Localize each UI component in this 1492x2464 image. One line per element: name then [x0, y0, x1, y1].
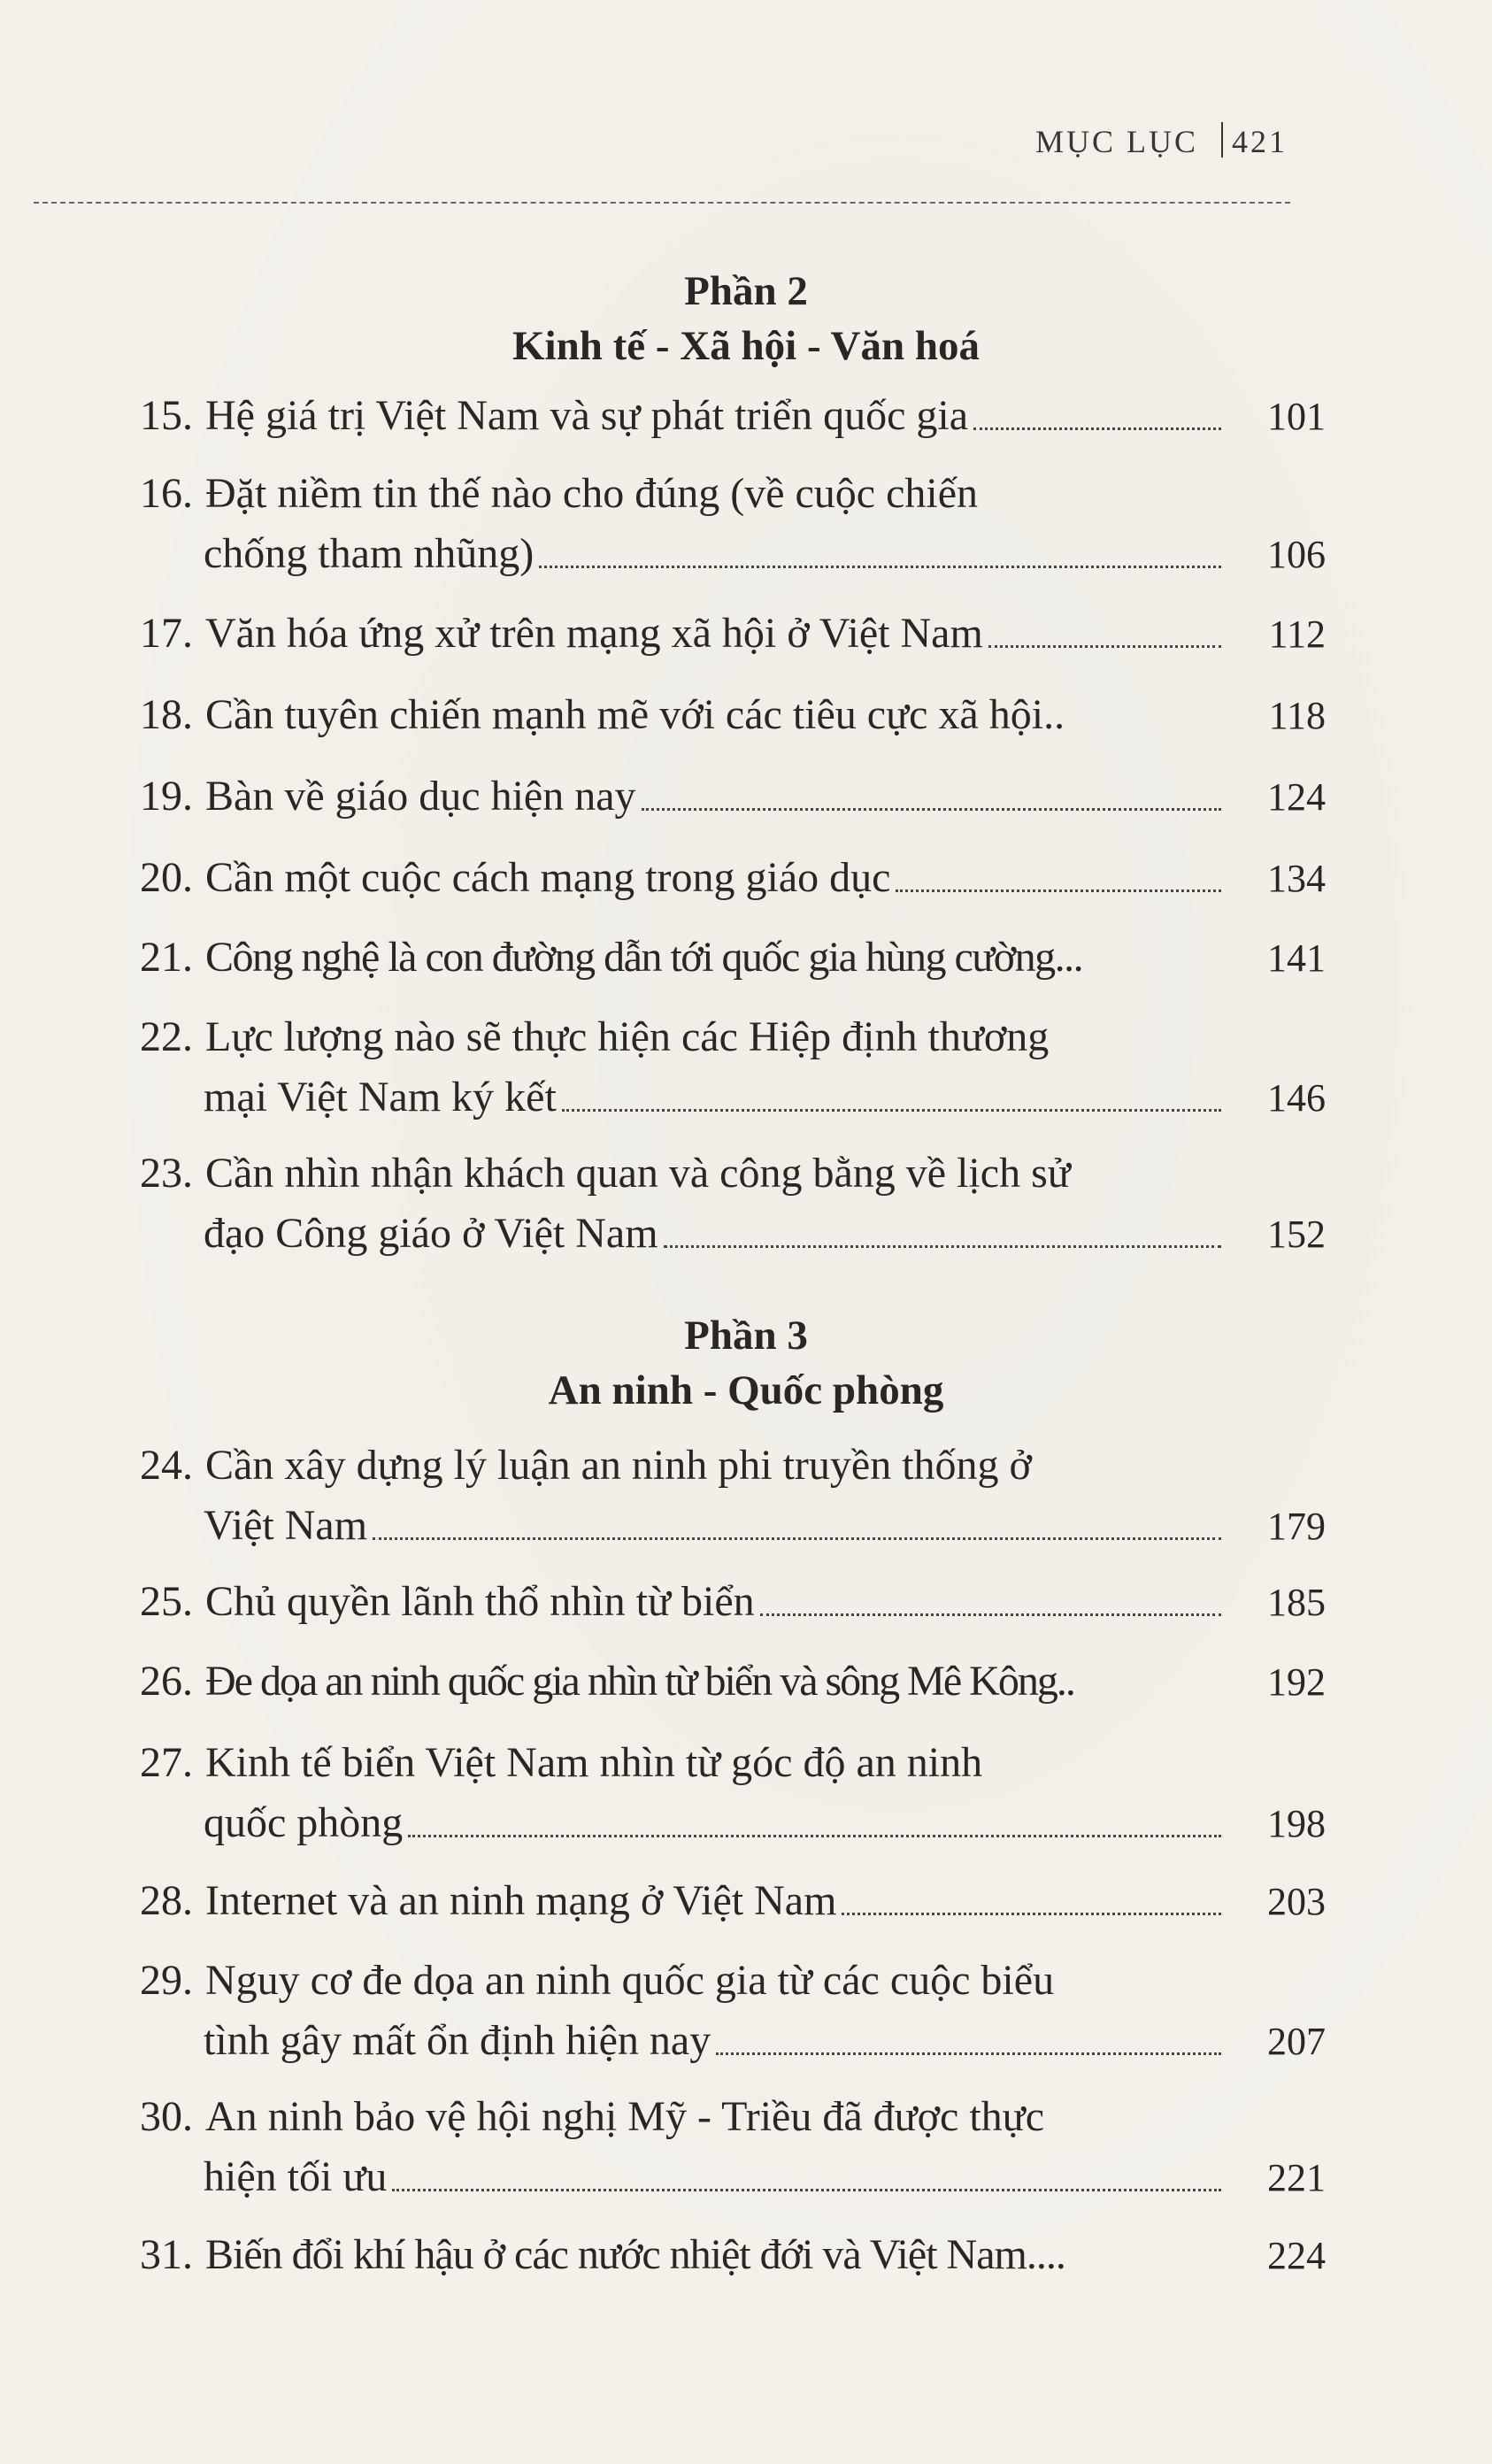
toc-entry-27[interactable]	[140, 1733, 1326, 1853]
entry-title-continued: đạo Công giáo ở Việt Nam	[204, 1210, 658, 1257]
dot-leader	[973, 427, 1221, 430]
entry-number: 19.	[140, 773, 193, 820]
dot-leader	[562, 1109, 1221, 1112]
toc-entry-23[interactable]	[140, 1143, 1326, 1264]
part-label: Phần 3	[684, 1313, 808, 1359]
dot-leader	[408, 1835, 1221, 1837]
toc-entry-19[interactable]	[140, 766, 1326, 827]
entry-page: 203	[1267, 1880, 1326, 1923]
header-separator	[1221, 122, 1223, 158]
entry-number: 16.	[140, 470, 193, 517]
toc-entry-29[interactable]	[140, 1951, 1326, 2071]
entry-page: 118	[1268, 694, 1326, 737]
entry-title: Biến đổi khí hậu ở các nước nhiệt đới và Việt Nam....	[205, 2231, 1065, 2278]
dot-leader	[642, 808, 1221, 811]
entry-page: 101	[1267, 395, 1326, 438]
entry-number: 30.	[140, 2093, 193, 2140]
entry-title: Chủ quyền lãnh thổ nhìn từ biển	[205, 1578, 755, 1625]
toc-entry-26[interactable]	[140, 1652, 1326, 1712]
entry-title-continued: hiện tối ưu	[204, 2153, 388, 2200]
entry-title-continued: quốc phòng	[204, 1799, 404, 1846]
entry-number: 22.	[140, 1013, 193, 1060]
entry-title: Công nghệ là con đường dẫn tới quốc gia hùng cường...	[205, 934, 1083, 981]
toc-entry-31[interactable]	[140, 2225, 1326, 2285]
entry-title-continued: tình gây mất ổn định hiện nay	[204, 2017, 711, 2064]
toc-entry-21[interactable]	[140, 928, 1326, 988]
entry-number: 28.	[140, 1877, 193, 1924]
entry-title: Đe dọa an ninh quốc gia nhìn từ biển và sông Mê Kông..	[205, 1658, 1074, 1705]
entry-title: Văn hóa ứng xử trên mạng xã hội ở Việt Nam	[205, 610, 983, 657]
dot-leader	[392, 2189, 1221, 2191]
dot-leader	[842, 1913, 1221, 1915]
entry-page: 207	[1267, 2020, 1326, 2063]
entry-title: Kinh tế biển Việt Nam nhìn từ góc độ an ninh	[205, 1739, 983, 1786]
part-subtitle: Kinh tế - Xã hội - Văn hoá	[512, 323, 980, 369]
part-heading-3	[0, 1308, 1492, 1418]
dot-leader	[539, 566, 1221, 568]
dot-leader	[988, 645, 1221, 648]
entry-page: 224	[1267, 2234, 1326, 2277]
entry-title: Cần xây dựng lý luận an ninh phi truyền thống ở	[205, 1442, 1032, 1489]
toc-entry-30[interactable]	[140, 2087, 1326, 2207]
part-heading-2	[0, 264, 1492, 373]
section-title: MỤC LỤC	[1035, 124, 1199, 159]
entry-title-continued: Việt Nam	[204, 1502, 368, 1549]
toc-entry-18[interactable]	[140, 685, 1326, 745]
part-subtitle: An ninh - Quốc phòng	[548, 1367, 944, 1413]
dot-leader	[896, 889, 1221, 892]
entry-page: 185	[1267, 1581, 1326, 1624]
entry-page: 198	[1267, 1802, 1326, 1845]
entry-number: 31.	[140, 2231, 193, 2278]
entry-number: 21.	[140, 934, 193, 981]
entry-page: 192	[1267, 1660, 1326, 1704]
entry-title: Bàn về giáo dục hiện nay	[205, 773, 636, 820]
toc-entry-16[interactable]	[140, 464, 1326, 584]
entry-number: 27.	[140, 1739, 193, 1786]
entry-title: Cần một cuộc cách mạng trong giáo dục	[205, 854, 891, 901]
entry-title: Nguy cơ đe dọa an ninh quốc gia từ các cuộc biểu	[205, 1957, 1055, 2004]
entry-title: Lực lượng nào sẽ thực hiện các Hiệp định thương	[205, 1013, 1050, 1060]
dot-leader	[373, 1537, 1221, 1540]
entry-number: 29.	[140, 1957, 193, 2004]
entry-title: Hệ giá trị Việt Nam và sự phát triển quốc gia	[205, 392, 969, 439]
entry-number: 17.	[140, 610, 193, 657]
dot-leader	[664, 1245, 1221, 1248]
entry-page: 124	[1267, 775, 1326, 819]
page-number: 421	[1232, 124, 1288, 159]
entry-title: Internet và an ninh mạng ở Việt Nam	[205, 1877, 837, 1924]
entry-number: 18.	[140, 691, 193, 738]
running-head	[1035, 122, 1288, 160]
entry-number: 24.	[140, 1442, 193, 1489]
entry-page: 141	[1267, 936, 1326, 980]
entry-page: 179	[1267, 1505, 1326, 1548]
entry-page: 106	[1267, 533, 1326, 576]
toc-entry-22[interactable]	[140, 1007, 1326, 1128]
toc-entry-25[interactable]	[140, 1572, 1326, 1632]
entry-title: Cần tuyên chiến mạnh mẽ với các tiêu cực xã hội..	[205, 691, 1065, 738]
entry-number: 15.	[140, 392, 193, 439]
header-rule	[34, 202, 1290, 204]
toc-entry-24[interactable]	[140, 1436, 1326, 1556]
dot-leader	[760, 1613, 1221, 1616]
entry-title-continued: mại Việt Nam ký kết	[204, 1074, 557, 1120]
entry-number: 25.	[140, 1578, 193, 1625]
entry-page: 221	[1267, 2156, 1326, 2199]
entry-title: Cần nhìn nhận khách quan và công bằng về lịch sử	[205, 1150, 1071, 1197]
entry-page: 146	[1267, 1076, 1326, 1120]
entry-title: An ninh bảo vệ hội nghị Mỹ - Triều đã được thực	[205, 2093, 1044, 2140]
entry-title: Đặt niềm tin thế nào cho đúng (về cuộc chiến	[205, 470, 979, 517]
toc-entry-20[interactable]	[140, 848, 1326, 908]
entry-page: 112	[1268, 612, 1326, 656]
entry-number: 26.	[140, 1658, 193, 1705]
dot-leader	[716, 2052, 1221, 2055]
entry-title-continued: chống tham nhũng)	[204, 530, 535, 577]
toc-entry-17[interactable]	[140, 604, 1326, 664]
toc-entry-15[interactable]	[140, 386, 1326, 446]
entry-number: 23.	[140, 1150, 193, 1197]
entry-number: 20.	[140, 854, 193, 901]
toc-entry-28[interactable]	[140, 1871, 1326, 1931]
entry-page: 152	[1267, 1213, 1326, 1256]
entry-page: 134	[1267, 857, 1326, 900]
part-label: Phần 2	[684, 268, 808, 314]
